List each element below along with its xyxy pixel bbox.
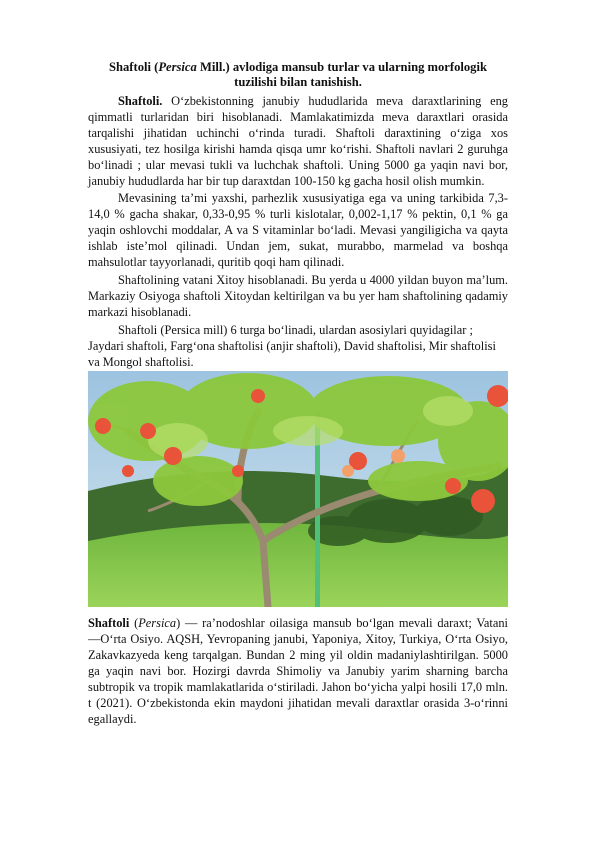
summary-bold-term: Shaftoli <box>88 616 130 631</box>
title-text-end: Mill.) avlodiga mansub turlar va ularning morfologik tuzilishi bilan tanishish. <box>196 60 487 89</box>
title-text-start: Shaftoli ( <box>109 60 159 74</box>
paragraph-species-list: Jaydari shaftoli, Farg‘ona shaftolisi (anjir shaftoli), David shaftolisi, Mir shaftolisi va Mongol shaftolisi. <box>88 338 496 369</box>
document-page <box>88 60 508 730</box>
title-italic: Persica <box>158 60 197 74</box>
summary-paren: ( <box>129 616 139 631</box>
intro-text: O‘zbekistonning janubiy hududlarida meva daraxtlarining eng qimmatli turlaridan biri hisoblanadi. Mamlakatimizda meva daraxtlari orasida tarqalishi jihatidan uchinchi o‘rinda turadi. Shaftoli daraxtining o‘ziga xos xususiyati, tez hosilga kirishi hamda qisqa umr ko‘rishi. Shaftoli navlari 2 guruhga bo‘linadi ; ular mevasi tukli va luchchak shaftoli. Uning 5000 ga yaqin navi bor, janubiy hududlarda har bir tup daraxtdan 100-150 kg gacha hosil olish mumkin. <box>88 94 508 188</box>
summary-italic-term: Persica <box>138 616 177 631</box>
peach-tree-photo <box>88 371 508 607</box>
intro-bold-term: Shaftoli. <box>118 94 163 108</box>
paragraph-summary <box>88 616 508 727</box>
summary-text: ) — ra’nodoshlar oilasiga mansub bo‘lgan mevali daraxt; Vatani —O‘rta Osiyo. AQSH, Yevropaning janubi, Yaponiya, Xitoy, Turkiya, O‘rta Osiyo, Zakavkazyeda keng tarqalgan. Bundan 2 ming yil oldin madaniylashtirilgan. 5000 ga yaqin navi bor. Hozirgi davrda Shimoliy va Janubiy yarim sharning barcha subtropik va tropik mamlakatlarida o‘stiriladi. Jahon bo‘yicha yalpi hosili 17,0 mln. t (2021). O‘zbekistonda ekin maydoni jihatidan mevali daraxtlar orasida 3-o‘rinni egallaydi. <box>88 616 508 726</box>
page-title <box>88 60 508 90</box>
paragraph-origin: Shaftolining vatani Xitoy hisoblanadi. Bu yerda u 4000 yildan buyon ma’lum. Markaziy Osiyoga shaftoli Xitoydan keltirilgan va bu yer ham shaftolining qadamiy markazi hisoblanadi. <box>88 272 508 319</box>
paragraph-intro <box>88 94 508 189</box>
paragraph-composition: Mevasining ta’mi yaxshi, parhezlik xususiyatiga ega va uning tarkibida 7,3-14,0 % gacha shakar, 0,33-0,95 % turli kislotalar, 0,002-1,17 % pektin, 0,1 % ga yaqin oshlovchi moddalar, A va S vitaminlar bo‘ladi. Mevasi yangiligicha va qayta ishlab iste’mol qilinadi. Undan jem, sukat, murabbo, marmelad va boshqa mahsulotlar tayyorlanadi, quritib qoqi ham qilinadi. <box>88 191 508 270</box>
paragraph-species-intro: Shaftoli (Persica mill) 6 turga bo‘linadi, ulardan asosiylari quyidagilar ; <box>118 322 473 337</box>
